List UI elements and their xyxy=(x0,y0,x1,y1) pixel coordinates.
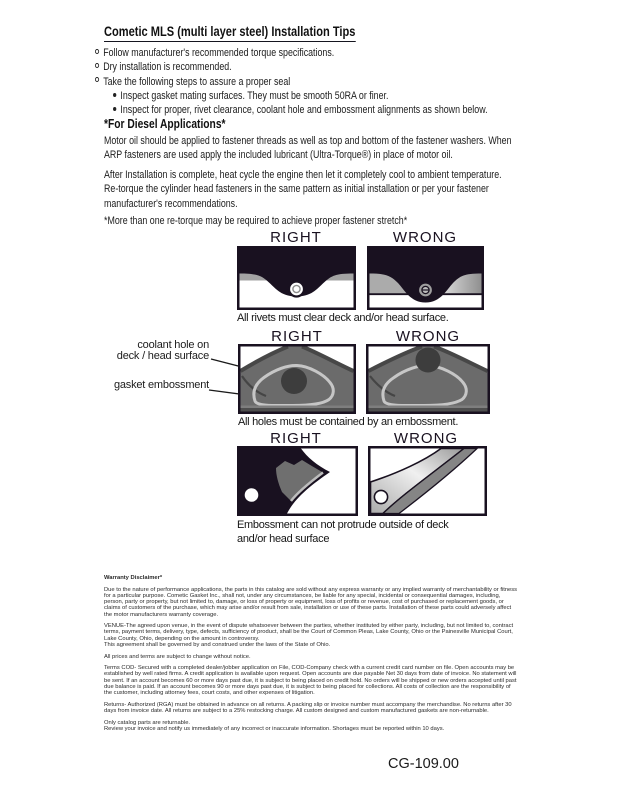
coolant-hole-callout: coolant hole on deck / head surface xyxy=(116,339,209,362)
page-number: CG-109.00 xyxy=(388,756,459,772)
list-sub-item: Inspect for proper, rivet clearance, coolant hole and embossment alignments as shown below. xyxy=(95,103,488,117)
list-sub-item: Inspect gasket mating surfaces. They must be smooth 50RA or finer. xyxy=(95,89,488,103)
rivet-clearance-right-diagram xyxy=(237,246,356,310)
legal-paragraph: Terms COD- Secured with a completed dealer/jobber application on File, COD-Company check with a current credit card number on file. Open accounts may be established by well rated firms. A credit application is available upon request. Open accounts are due payable Net 30 days from date of invoice. No statement will be sent. If an account becomes 60 or more days past due, it is subject to being placed on credit hold. No orders will be shipped or new orders accepted until past due balance is paid. If an account becomes 90 or more days past due, it is subject to being placed for collections. All costs of collection are the responsibility of the customer, including attorney fees, court costs, and other expenses of litigation. xyxy=(104,665,517,697)
retorque-note: *More than one re-torque may be required to achieve proper fastener stretch* xyxy=(104,215,408,227)
legal-paragraph: This agreement shall be governed by and construed under the laws of the State of Ohio. xyxy=(104,641,331,648)
legal-paragraph: Returns- Authorized (RGA) must be obtained in advance on all returns. A packing slip or invoice number must accompany the merchandise. No returns after 30 days from invoice date. All returns are subject to a 25% restocking charge. All custom designed and custom manufactured gaskets are non-returnable. xyxy=(104,701,512,714)
legal-paragraph: Due to the nature of performance applications, the parts in this catalog are sold without any express warranty or any implied warranty of merchantability or fitness for a particular purpose. Cometic Gasket Inc., shall not, under any circumstances, be liable for any special, incidental or consequential damages, including, person, party or property, but not limited to, damage, or loss of property or equipment, loss of profits or revenue, cost of purchased or replacement goods, or claims of customers of the purchase, which may arise and/or result from sale, installation or use of these parts. Installation of these parts could adversely affect the motor manufacturers warranty coverage. xyxy=(104,586,518,618)
wrong-label: WRONG xyxy=(393,430,459,447)
embossment-protrusion-wrong-diagram xyxy=(368,446,487,516)
page-title: Cometic MLS (multi layer steel) Installation Tips xyxy=(104,24,355,42)
embossment-containment-wrong-diagram xyxy=(366,344,490,414)
legal-paragraph: Review your invoice and notify us immediately of any incorrect or inaccurate information. Shortages must be reported within 10 days. xyxy=(104,725,445,732)
legal-paragraph: Only catalog parts are returnable. xyxy=(104,719,191,726)
embossment-containment-right-diagram xyxy=(238,344,356,414)
figure-caption: All holes must be contained by an embossment. xyxy=(238,416,459,428)
list-item: Take the following steps to assure a proper seal xyxy=(95,75,488,89)
wrong-label: WRONG xyxy=(395,328,461,345)
embossment-protrusion-right-diagram xyxy=(237,446,358,516)
gasket-embossment-callout: gasket embossment xyxy=(113,379,209,391)
diesel-paragraph-2: After Installation is complete, heat cycle the engine then let it completely cool to ambient temperature. Re-torque the cylinder head fasteners in the same pattern as initial installation or per your fastener manufacturer's recommendations. xyxy=(104,169,502,210)
list-item: Dry installation is recommended. xyxy=(95,60,488,74)
rivet-clearance-wrong-diagram xyxy=(367,246,484,310)
legal-paragraph: All prices and terms are subject to change without notice. xyxy=(104,653,251,660)
list-item: Follow manufacturer's recommended torque specifications. xyxy=(95,46,488,60)
diesel-paragraph-1: Motor oil should be applied to fastener threads as well as top and bottom of the fastener washers. When ARP fasteners are used apply the included lubricant (Ultra-Torque®) in place of motor oil. xyxy=(104,135,512,162)
tips-list xyxy=(95,46,574,117)
right-label: RIGHT xyxy=(271,328,323,345)
right-label: RIGHT xyxy=(270,430,322,447)
figure-caption: All rivets must clear deck and/or head surface. xyxy=(237,312,449,324)
warranty-disclaimer-block xyxy=(104,575,518,738)
figure-caption: Embossment can not protrude outside of deck and/or head surface xyxy=(237,519,449,545)
warranty-disclaimer-heading: Warranty Disclaimer* xyxy=(104,575,163,581)
wrong-label: WRONG xyxy=(392,229,458,246)
legal-paragraph: VENUE-The agreed upon venue, in the event of dispute whatsoever between the parties, whether instituted by either party, including, but not limited to, contract terms, payment terms, delivery, type, defects, sufficiency of product, shall be the Court of Common Pleas, Lake County, Ohio or the Painesville Municipal Court, Lake County, Ohio, depending on the amount in controversy. xyxy=(104,623,514,642)
right-label: RIGHT xyxy=(270,229,322,246)
diesel-heading: *For Diesel Applications* xyxy=(104,117,226,131)
